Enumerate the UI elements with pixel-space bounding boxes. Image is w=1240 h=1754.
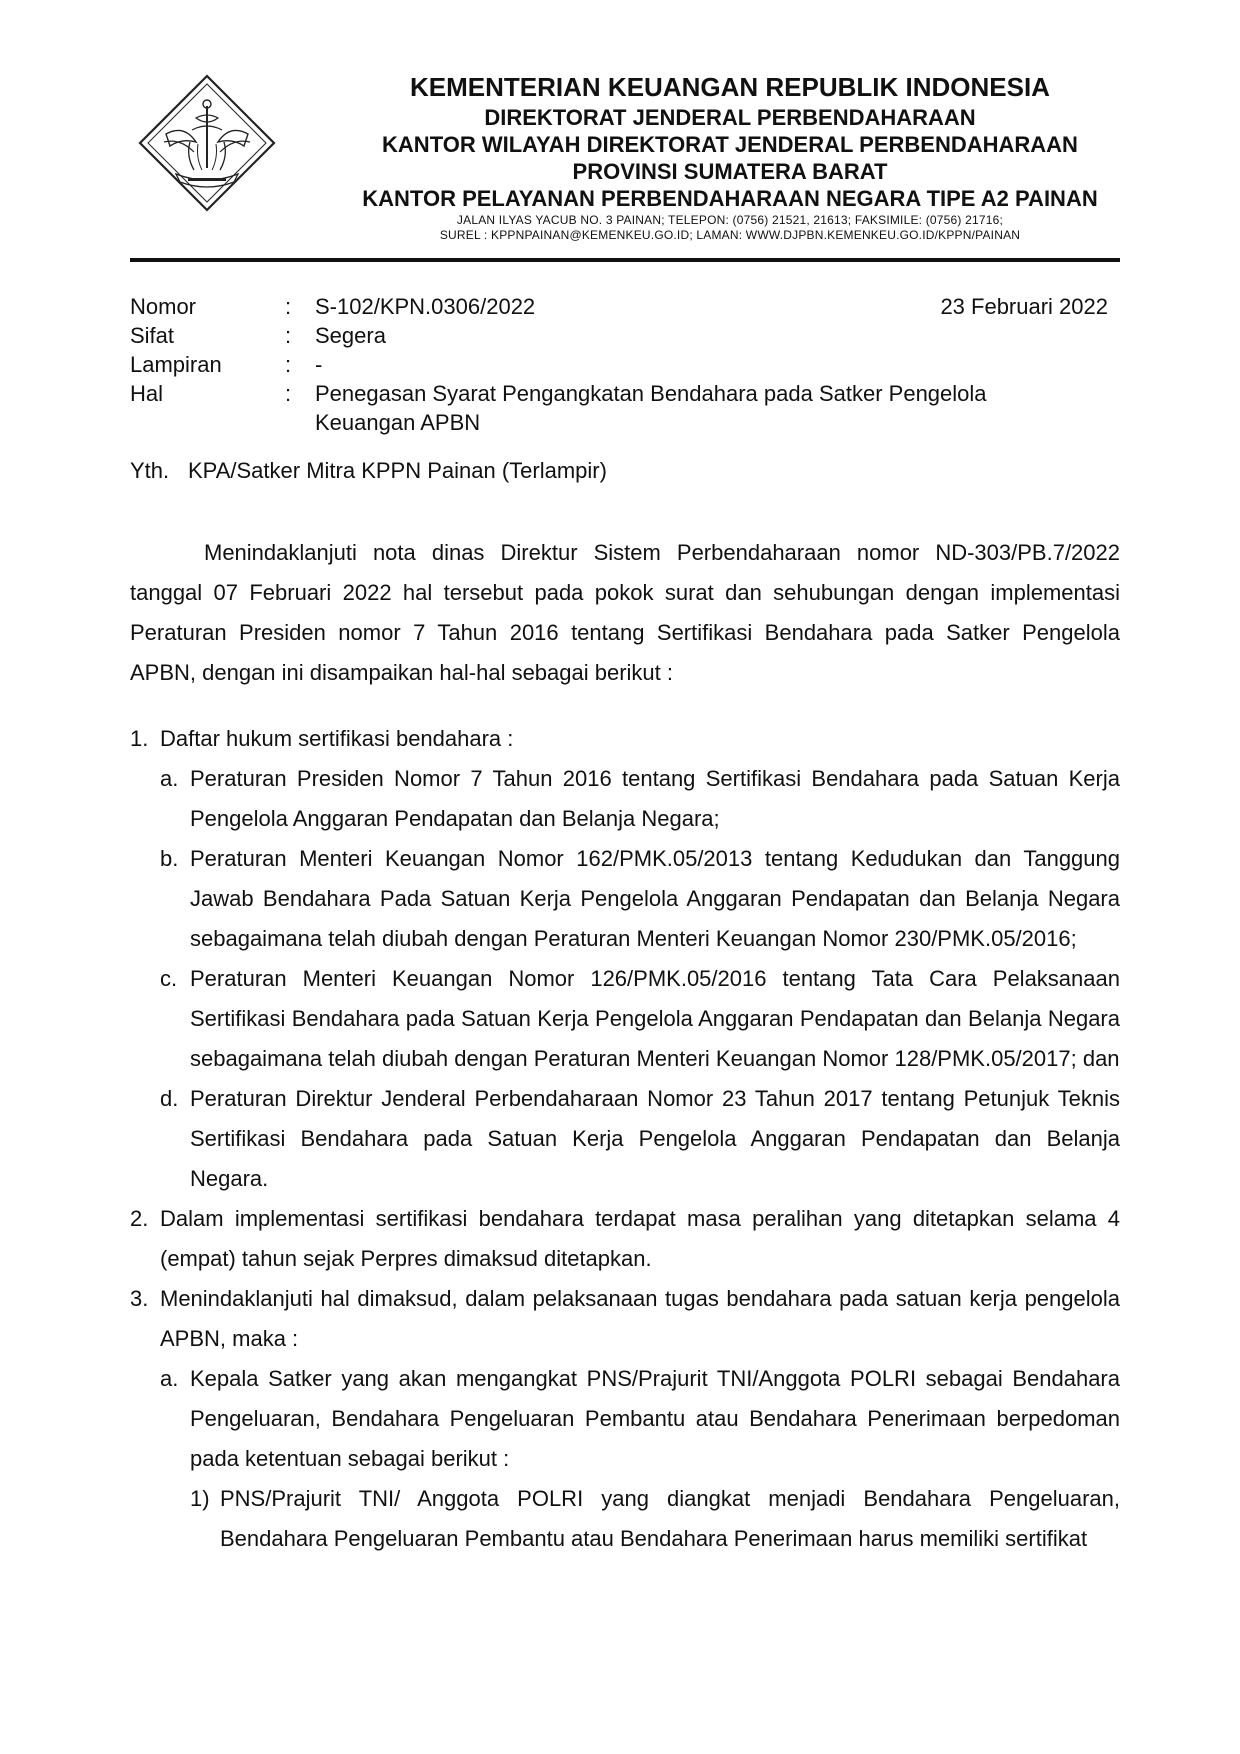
letterhead — [310, 70, 1150, 243]
sub-letter: d. — [160, 1086, 179, 1111]
sub-letter: a. — [160, 1366, 179, 1391]
hal-value — [315, 379, 1120, 437]
sifat-value: Segera — [315, 323, 386, 348]
hal-line-2: Keuangan APBN — [315, 410, 481, 435]
intro-paragraph: Menindaklanjuti nota dinas Direktur Sistem Perbendaharaan nomor ND-303/PB.7/2022 tanggal 07 Februari 2022 hal tersebut pada pokok surat dan sehubungan dengan implementasi Peraturan Presiden nomor 7 Tahun 2016 tentang Sertifikasi Bendahara pada Satker Pengelola APBN, dengan ini disampaikan hal-hal sebagai berikut : — [130, 540, 1120, 685]
sub-item-1b — [160, 839, 1120, 959]
sub-letter: a. — [160, 766, 179, 791]
office-contact: SUREL : KPPNPAINAN@KEMENKEU.GO.ID; LAMAN: WWW.DJPBN.KEMENKEU.GO.ID/KPPN/PAINAN — [439, 228, 1021, 242]
recipient-prefix: Yth. — [130, 458, 170, 483]
letter-date: 23 Februari 2022 — [940, 294, 1108, 319]
list-item-2 — [130, 1199, 1120, 1279]
sub-item-3a — [160, 1359, 1120, 1479]
colon: : — [285, 294, 292, 319]
meta-row-hal — [130, 379, 1120, 437]
list-text: Dalam implementasi sertifikasi bendahara terdapat masa peralihan yang ditetapkan selama 4 (empat) tahun sejak Perpres dimaksud ditetapkan. — [160, 1206, 1120, 1271]
sub-item-1a — [160, 759, 1120, 839]
nomor-value: S-102/KPN.0306/2022 — [315, 294, 536, 319]
list-item-3 — [130, 1279, 1120, 1359]
meta-row-sifat — [130, 321, 1120, 350]
sub-sub-number: 1) — [190, 1486, 210, 1511]
numbered-list — [130, 719, 1120, 1559]
list-number: 1. — [130, 726, 149, 751]
lampiran-value: - — [315, 352, 323, 377]
recipient-name: KPA/Satker Mitra KPPN Painan (Terlampir) — [188, 458, 607, 483]
sub-text: Peraturan Direktur Jenderal Perbendaharaan Nomor 23 Tahun 2017 tentang Petunjuk Teknis Sertifikasi Bendahara pada Satuan Kerja Pengelola Anggaran Pendapatan dan Belanja Negara. — [190, 1086, 1120, 1191]
list-number: 3. — [130, 1286, 149, 1311]
colon: : — [285, 352, 292, 377]
sub-sub-item-3a1 — [190, 1479, 1120, 1559]
recipient — [130, 456, 607, 485]
sub-text: Peraturan Menteri Keuangan Nomor 162/PMK.05/2013 tentang Kedudukan dan Tanggung Jawab Bendahara Pada Satuan Kerja Pengelola Anggaran Pendapatan dan Belanja Negara sebagaimana telah diubah dengan Peraturan Menteri Keuangan Nomor 230/PMK.05/2016; — [190, 846, 1120, 951]
letter-body — [130, 533, 1120, 1559]
province-name: PROVINSI SUMATERA BARAT — [572, 159, 888, 184]
sub-item-1c — [160, 959, 1120, 1079]
ministry-name: KEMENTERIAN KEUANGAN REPUBLIK INDONESIA — [410, 72, 1050, 102]
list-text: Daftar hukum sertifikasi bendahara : — [160, 726, 514, 751]
hal-label: Hal — [130, 381, 164, 406]
directorate-name: DIREKTORAT JENDERAL PERBENDAHARAAN — [484, 105, 976, 130]
list-item-1 — [130, 719, 1120, 759]
list-number: 2. — [130, 1206, 149, 1231]
sub-letter: c. — [160, 966, 178, 991]
colon: : — [285, 323, 292, 348]
sub-sub-text: PNS/Prajurit TNI/ Anggota POLRI yang diangkat menjadi Bendahara Pengeluaran, Bendahara Pengeluaran Pembantu atau Bendahara Penerimaan harus memiliki sertifikat — [220, 1486, 1120, 1551]
office-name: KANTOR PELAYANAN PERBENDAHARAAN NEGARA TIPE A2 PAINAN — [362, 186, 1098, 211]
regional-office-name: KANTOR WILAYAH DIREKTORAT JENDERAL PERBENDAHARAAN — [382, 132, 1078, 157]
lampiran-label: Lampiran — [130, 352, 222, 377]
hal-line-1: Penegasan Syarat Pengangkatan Bendahara pada Satker Pengelola — [315, 381, 987, 406]
sifat-label: Sifat — [130, 323, 175, 348]
list-text: Menindaklanjuti hal dimaksud, dalam pelaksanaan tugas bendahara pada satuan kerja pengelola APBN, maka : — [160, 1286, 1120, 1351]
sub-item-1d — [160, 1079, 1120, 1199]
sub-text: Peraturan Menteri Keuangan Nomor 126/PMK.05/2016 tentang Tata Cara Pelaksanaan Sertifikasi Bendahara pada Satuan Kerja Pengelola Anggaran Pendapatan dan Belanja Negara sebagaimana telah diubah dengan Peraturan Menteri Keuangan Nomor 128/PMK.05/2017; dan — [190, 966, 1120, 1071]
meta-row-lampiran — [130, 350, 1120, 379]
sub-text: Peraturan Presiden Nomor 7 Tahun 2016 tentang Sertifikasi Bendahara pada Satuan Kerja Pengelola Anggaran Pendapatan dan Belanja Negara; — [190, 766, 1120, 831]
letter-meta — [130, 292, 1120, 437]
colon: : — [285, 381, 292, 406]
office-address: JALAN ILYAS YACUB NO. 3 PAINAN; TELEPON: (0756) 21521, 21613; FAKSIMILE: (0756) 21716; — [456, 213, 1004, 227]
nomor-label: Nomor — [130, 294, 197, 319]
letterhead-divider — [130, 258, 1120, 262]
sub-letter: b. — [160, 846, 179, 871]
sub-text: Kepala Satker yang akan mengangkat PNS/Prajurit TNI/Anggota POLRI sebagai Bendahara Pengeluaran, Bendahara Pengeluaran Pembantu atau Bendahara Penerimaan berpedoman pada ketentuan sebagai berikut : — [190, 1366, 1120, 1471]
ministry-emblem-logo — [136, 72, 278, 214]
